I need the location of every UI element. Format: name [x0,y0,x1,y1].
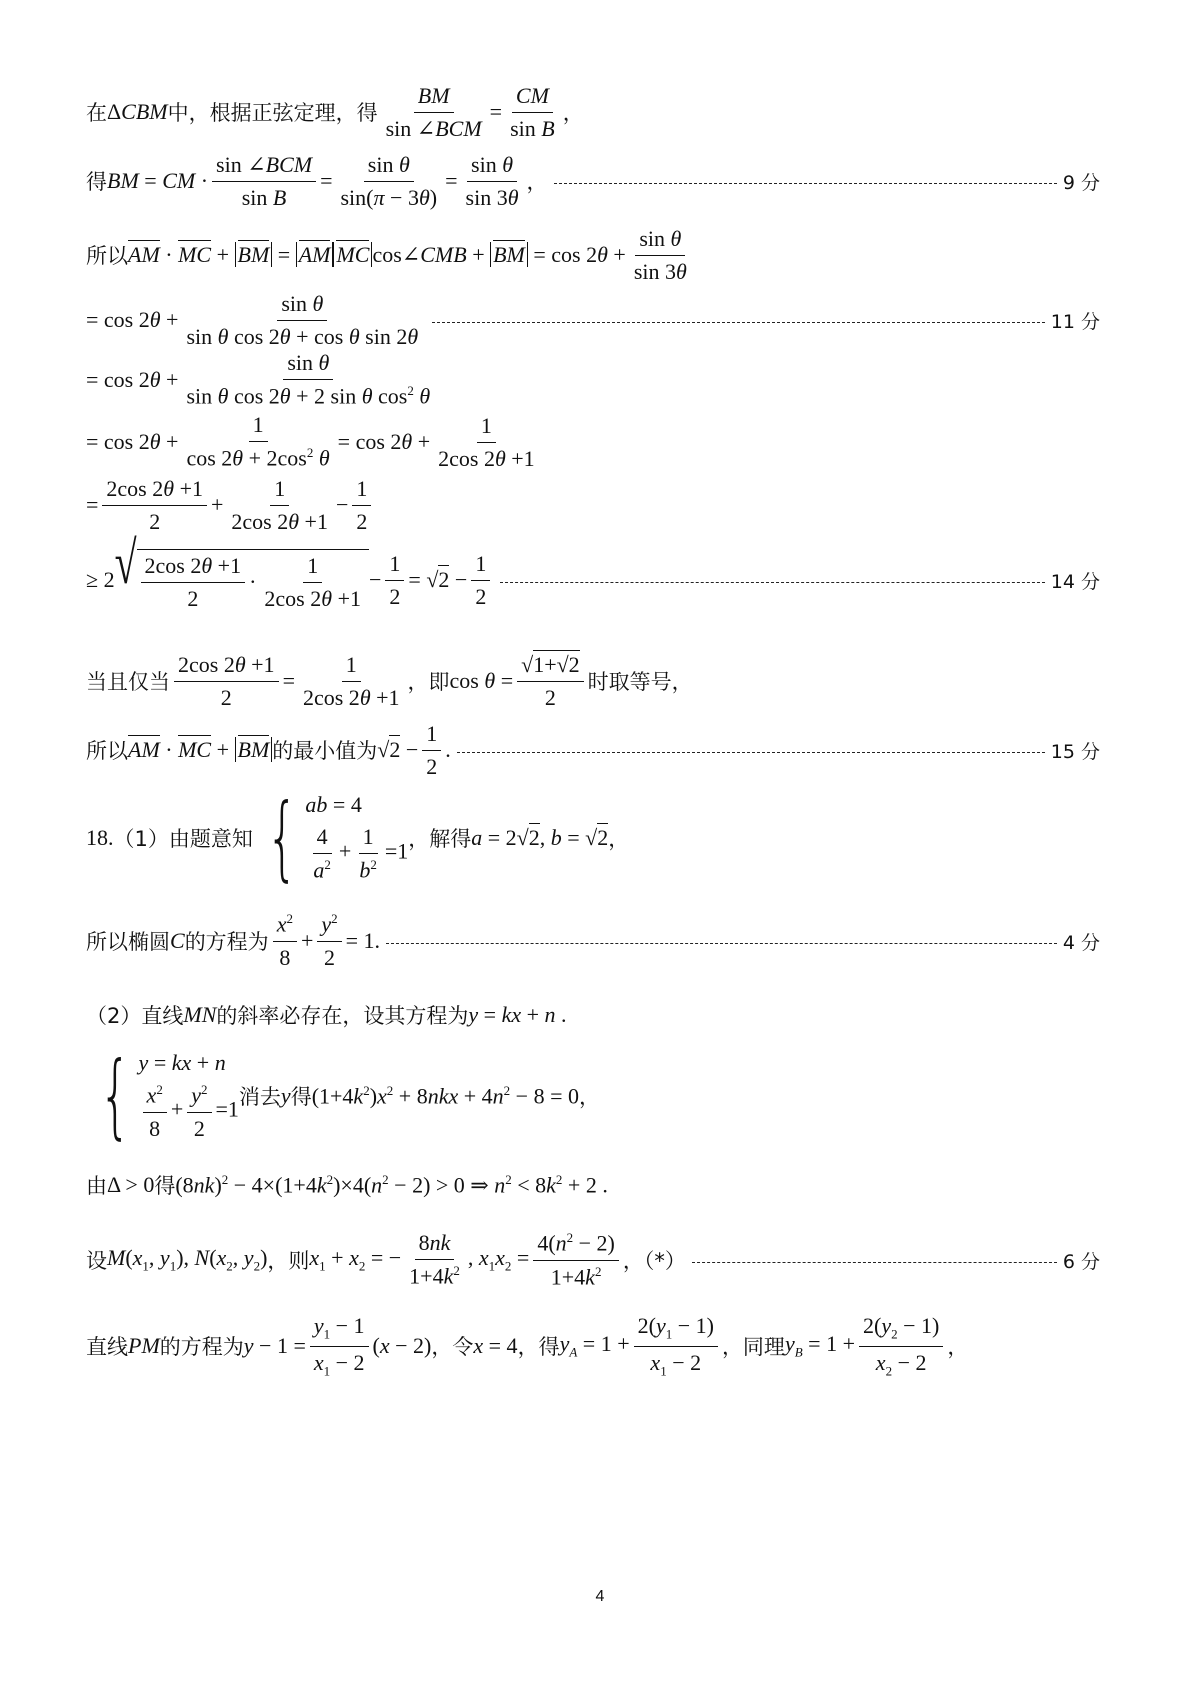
line-14: { y = kx + n $\frac{x^2}{8}$ + $\frac{y^2}{2}$ =1 消去 y 得 $(1+4k^2)x^2 + 8nkx + 4n^2 - 8 = 0$ ， [99,1042,600,1149]
score-9: 9 分 [1062,171,1100,194]
line-1: 在 Δ CBM 中，根据正弦定理，得 BM sin ∠BCM = $\frac{CM}{\text{sin B}}$ ， [86,82,584,141]
dash-leader [432,322,1045,323]
score-6: 6 分 [1062,1250,1100,1273]
line-15: 由 Δ > 0 得 $(8nk)^2 - 4\times(1+4k^2)\times 4(n^2 - 2) > 0$ ⇒ $n^2 < 8k^2 + 2$ . [86,1171,608,1198]
line-10: 所以 AM · MC + BM 的最小值为 √2 − $\frac{1}{2}$ . 15 分 [86,720,1100,779]
dash-leader [457,752,1045,753]
line-2: 得 BM = CM · sin ∠BCM sin B = $\frac{\text{sin θ}}{\sin(\pi - 3\theta)}$ = $\frac{\text{sin θ}}{\sin 3\theta}$ ， 9 分 [86,151,1100,210]
dash-leader [500,582,1044,583]
dash-leader [554,183,1057,184]
score-11: 11 分 [1050,310,1100,333]
line-6: = cos 2θ + $\frac{1}{\cos 2\theta + 2\cos^2 \theta}$ = cos 2θ + $\frac{1}{2\cos 2\theta +1}$ [86,412,535,471]
line-3: 所以 AM · MC + BM = AM MC cos∠CMB + BM = cos 2θ + $\frac{\text{sin θ}}{\sin 3\theta}$ [86,225,687,284]
line-11: 18. （1）由题意知 { ab = 4 $\frac{4}{a^2}$ + $\frac{1}{b^2}$ =1 ，解得 a = 2√2, b = √2 ， [86,784,630,891]
dash-leader [692,1262,1057,1263]
score-15: 15 分 [1050,740,1100,763]
line-5: = cos 2θ + $\frac{\text{sin θ}}{\sin \theta \cos 2\theta + 2 \sin \theta \cos^2 \theta}$ [86,350,431,409]
page-number: 4 [595,1588,605,1605]
line-8: ≥ 2 √ 2cos 2θ +1 2 · 1 2cos 2θ +1 − $\frac{1}{2}$ = √2 − $\frac{1}{2}$ 14 分 [86,528,1100,611]
line-12: 所以椭圆 C 的方程为 $x^2$ 8 + $\frac{y^2}{2}$ = 1. 4 分 [86,911,1100,970]
line-9: 当且仅当 $\frac{2\cos 2\theta +1}{2}$ = $\frac{1}{2\cos 2\theta +1}$ ，即 cos θ = $\frac{√1+√2}{2}$ 时取等号， [86,651,693,710]
line-13: （2）直线 MN 的斜率必存在，设其方程为 y = kx + n . [86,1002,567,1028]
dash-leader [386,943,1057,944]
score-4: 4 分 [1062,931,1100,954]
line-17: 直线 PM 的方程为 y − 1 = $\frac{y_1 - 1}{x_1 - 2}$ (x − 2) ，令 x = 4 ，得 $y_A = 1$ + $\frac{2(y_1 - 1)}{x_1 - 2}$ ，同理 $y_B = 1$ + $\frac{2(y_2 - 1)}{x_2 - 2}$ ， [86,1313,969,1378]
line-7: = $\frac{2\cos 2\theta +1}{2}$ + $\frac{1}{2\cos 2\theta +1}$ − $\frac{1}{2}$ [86,475,1100,535]
line-16: 设 $M(x_1$, $y_1$), $N(x_2$, $y_2$) ，则 $x_1 + x_2$ = − $\frac{8nk}{1+4k^2}$ , $x_1x_2$ = $\frac{4(n^2 - 2)}{1+4k^2}$ ，（*） 6 分 [86,1230,1100,1289]
score-14: 14 分 [1050,570,1100,593]
line-4: = cos 2θ + $\frac{\text{sin θ}}{\text{sin θ cos 2θ + cos θ sin 2θ}}$ 11 分 [86,290,1100,349]
